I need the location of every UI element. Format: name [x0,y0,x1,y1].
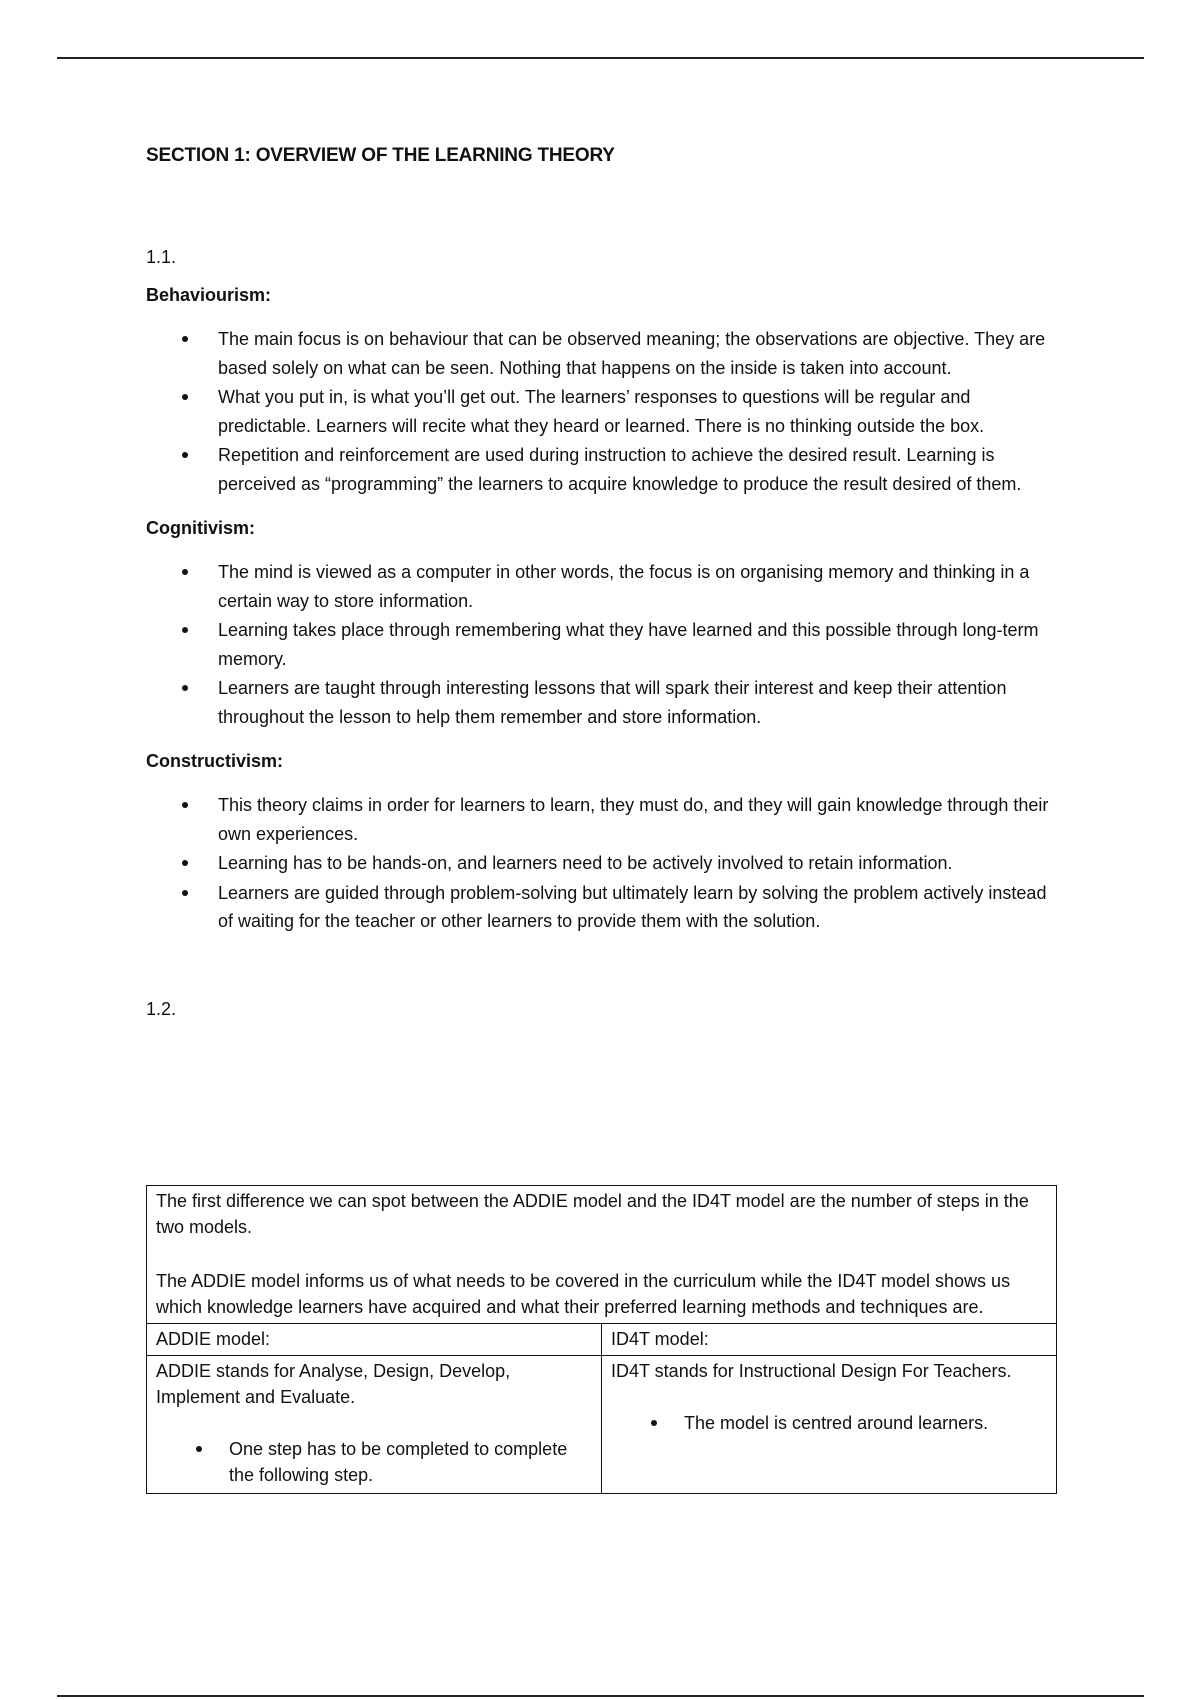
list-item: The model is centred around learners. [611,1410,1047,1436]
intro-cell [147,1186,1057,1324]
intro-paragraph: The ADDIE model informs us of what needs to be covered in the curriculum while the ID4T model shows us which knowledge learners have acquired and what their preferred learning methods and techniques are. [156,1271,1011,1317]
bullet-icon [182,452,188,458]
table-row [147,1324,1057,1356]
cognitivism-list [146,558,1066,731]
list-item: Learning has to be hands-on, and learners need to be actively involved to retain information. [218,849,1066,878]
section-title: SECTION 1: OVERVIEW OF THE LEARNING THEORY [146,145,615,166]
list-item: One step has to be completed to complete the following step. [156,1436,592,1488]
addie-header-cell: ADDIE model: [147,1324,602,1356]
comparison-table [146,1185,1057,1494]
bullet-icon [182,890,188,896]
bullet-icon [651,1420,657,1426]
bullet-icon [182,860,188,866]
document-body [146,145,1066,1020]
list-item: Learning takes place through remembering what they have learned and this possible through long-term memory. [218,616,1066,673]
header-rule [57,57,1144,59]
question-number-1-1: 1.1. [146,247,177,267]
table-row [147,1356,1057,1494]
bullet-icon [182,569,188,575]
bullet-icon [182,685,188,691]
behaviourism-list [146,325,1066,498]
addie-body-cell [147,1356,602,1494]
list-item: The mind is viewed as a computer in other words, the focus is on organising memory and thinking in a certain way to store information. [218,558,1066,615]
bullet-icon [182,336,188,342]
id4t-header-cell: ID4T model: [602,1324,1057,1356]
bullet-icon [182,802,188,808]
table-row [147,1186,1057,1324]
bullet-icon [182,394,188,400]
list-item: Learners are guided through problem-solving but ultimately learn by solving the problem actively instead of waiting for the teacher or other learners to provide them with the solution. [218,879,1066,936]
theory-title-cognitivism: Cognitivism: [146,518,256,538]
intro-paragraph: The first difference we can spot between the ADDIE model and the ID4T model are the number of steps in the two models. [156,1191,1029,1237]
list-item: What you put in, is what you’ll get out. The learners’ responses to questions will be regular and predictable. Learners will recite what they heard or learned. There is no thinking outside the box. [218,383,1066,440]
bullet-icon [196,1446,202,1452]
id4t-description: ID4T stands for Instructional Design For Teachers. [611,1361,1012,1381]
theory-title-constructivism: Constructivism: [146,751,284,771]
bullet-icon [182,627,188,633]
list-item: The main focus is on behaviour that can be observed meaning; the observations are objective. They are based solely on what can be seen. Nothing that happens on the inside is taken into account. [218,325,1066,382]
list-item: Learners are taught through interesting lessons that will spark their interest and keep their attention throughout the lesson to help them remember and store information. [218,674,1066,731]
list-item: This theory claims in order for learners to learn, they must do, and they will gain knowledge through their own experiences. [218,791,1066,848]
footer-rule [57,1695,1144,1697]
question-number-1-2: 1.2. [146,998,177,1019]
addie-description: ADDIE stands for Analyse, Design, Develop, Implement and Evaluate. [156,1361,511,1407]
id4t-body-cell [602,1356,1057,1494]
constructivism-list [146,791,1066,936]
theory-title-behaviourism: Behaviourism: [146,285,272,305]
list-item: Repetition and reinforcement are used during instruction to achieve the desired result. Learning is perceived as “programming” the learners to acquire knowledge to produce the result desired of them. [218,441,1066,498]
